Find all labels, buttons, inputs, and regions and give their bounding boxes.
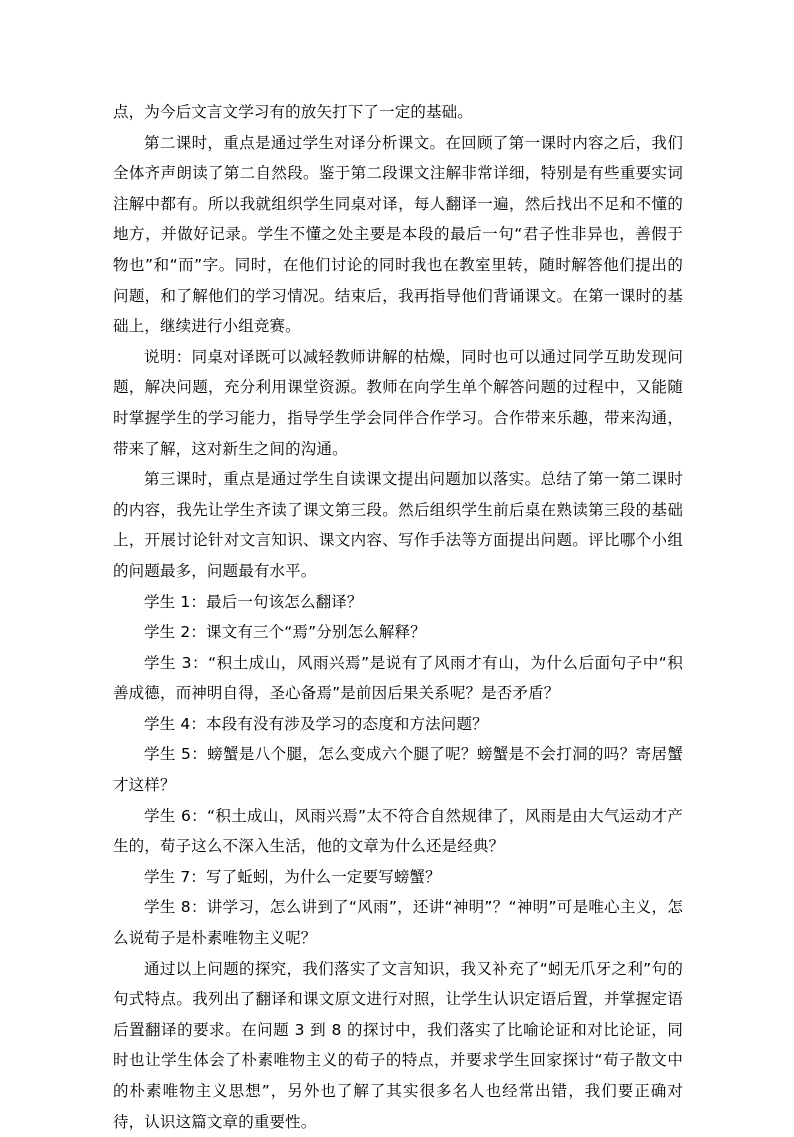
paragraph-explanation: 说明：同桌对译既可以减轻教师讲解的枯燥，同时也可以通过同学互助发现问题，解决问题，充分利用课堂资源。教师在向学生单个解答问题的过程中，又能随时掌握学生的学习能力，指导学生学会同伴合作学习。合作带来乐趣，带来沟通，带来了解，这对新生之间的沟通。 bbox=[113, 347, 683, 458]
paragraph-second-lesson: 第二课时，重点是通过学生对译分析课文。在回顾了第一课时内容之后，我们全体齐声朗读了第二自然段。鉴于第二段课文注解非常详细，特别是有些重要实词注解中都有。所以我就组织学生同桌对译，每人翻译一遍，然后找出不足和不懂的地方，并做好记录。学生不懂之处主要是本段的最后一句“君子性非异也，善假于物也”和“而”字。同时，在他们讨论的同时我也在教室里转，随时解答他们提出的问题，和了解他们的学习情况。结束后，我再指导他们背诵课文。在第一课时的基础上，继续进行小组竞赛。 bbox=[113, 133, 683, 336]
student-question-3: 学生 3：“积土成山，风雨兴焉”是说有了风雨才有山，为什么后面句子中“积善成德，而神明自得，圣心备焉”是前因后果关系呢？是否矛盾？ bbox=[113, 653, 683, 703]
student-question-2: 学生 2：课文有三个“焉”分别怎么解释？ bbox=[144, 623, 426, 642]
student-question-8: 学生 8：讲学习，怎么讲到了“风雨”，还讲“神明”？“神明”可是唯心主义，怎么说荀子是朴素唯物主义呢？ bbox=[113, 898, 683, 948]
paragraph-third-lesson: 第三课时，重点是通过学生自读课文提出问题加以落实。总结了第一第二课时的内容，我先让学生齐读了课文第三段。然后组织学生前后桌在熟读第三段的基础上，开展讨论针对文言知识、课文内容、写作手法等方面提出问题。评比哪个小组的问题最多，问题最有水平。 bbox=[113, 470, 683, 580]
document-body bbox=[113, 97, 683, 1137]
paragraph-continuation: 点，为今后文言文学习有的放矢打下了一定的基础。 bbox=[113, 103, 473, 121]
student-question-5: 学生 5：螃蟹是八个腿，怎么变成六个腿了呢？螃蟹是不会打洞的吗？寄居蟹才这样？ bbox=[113, 745, 683, 795]
student-question-7: 学生 7：写了蚯蚓，为什么一定要写螃蟹？ bbox=[144, 867, 441, 886]
student-question-4: 学生 4：本段有没有涉及学习的态度和方法问题？ bbox=[144, 714, 488, 733]
student-question-1: 学生 1：最后一句该怎么翻译？ bbox=[144, 592, 363, 611]
paragraph-conclusion: 通过以上问题的探究，我们落实了文言知识，我又补充了“蚓无爪牙之利”句的句式特点。我列出了翻译和课文原文进行对照，让学生认识定语后置，并掌握定语后置翻译的要求。在问题 3 到 8 的探讨中，我们落实了比喻论证和对比论证，同时也让学生体会了朴素唯物主义的荀子的特点，并要求学生回家探讨“荀子散文中的朴素唯物主义思想”，另外也了解了其实很多名人也经常出错，我们要正确对待，认识这篇文章的重要性。 bbox=[113, 959, 683, 1131]
student-question-6: 学生 6：“积土成山，风雨兴焉”太不符合自然规律了，风雨是由大气运动才产生的，荀子这么不深入生活，他的文章为什么还是经典？ bbox=[113, 806, 683, 856]
